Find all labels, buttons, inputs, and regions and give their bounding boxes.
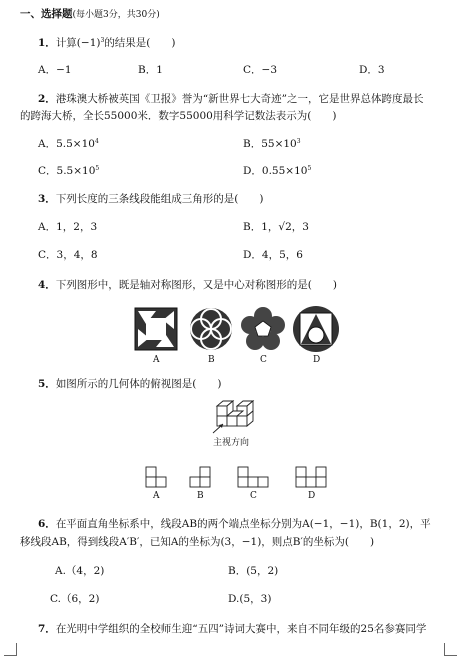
- question-number: 1．: [38, 37, 56, 49]
- question-text: 在光明中学组织的全校师生迎“五四”诗词大赛中，来自不同年级的25名参赛同学: [55, 623, 427, 635]
- question-text: 如图所示的几何体的俯视图是( ): [55, 378, 222, 390]
- question-number: 3．: [38, 193, 56, 205]
- question-2-line2: 的跨海大桥，全长55000米．数字55000用科学记数法表示为( ): [20, 110, 337, 122]
- option-a: A．−1: [38, 64, 72, 76]
- figure-label-d: D: [313, 355, 321, 365]
- option-d-shape: [296, 467, 326, 487]
- option-b: B．1: [138, 64, 163, 76]
- exponent: 3: [100, 37, 105, 44]
- corner-mark: [4, 643, 17, 656]
- question-2-line1: [38, 92, 424, 106]
- question-number: 5．: [38, 378, 56, 390]
- figure-label-b: B: [197, 491, 204, 501]
- option-c: [38, 164, 99, 178]
- exponent: 5: [307, 165, 312, 172]
- corner-mark: [444, 643, 457, 656]
- figure-a-pinwheel-square: [135, 308, 177, 350]
- option-d: D．4，5，6: [243, 249, 303, 261]
- question-number: 2．: [38, 93, 56, 105]
- question-text: 在平面直角坐标系中，线段AB的两个端点坐标分别为A(−1，−1)，B(1，2)，平: [55, 518, 431, 530]
- option-d: D.(5，3): [228, 593, 272, 605]
- question-text: 下列图形中，既是轴对称图形，又是中心对称图形的是( ): [55, 279, 338, 291]
- figure-d-nested-shapes: [293, 306, 339, 352]
- q5-option-figures: [0, 460, 462, 500]
- question-6-line1: [38, 517, 431, 531]
- option-text: D．0.55×10: [243, 165, 308, 177]
- option-c-shape: [238, 467, 268, 487]
- option-text: B．55×10: [243, 138, 297, 150]
- figure-label-a: A: [153, 491, 160, 501]
- option-c: C．3，4，8: [38, 249, 98, 261]
- question-number: 7．: [38, 623, 56, 635]
- question-text: 下列长度的三条线段能组成三角形的是( ): [55, 193, 264, 205]
- figure-b-petal-circle: [190, 308, 232, 350]
- option-b-shape: [190, 467, 210, 487]
- question-3-stem: [38, 192, 264, 206]
- section-title: 一、选择题: [20, 8, 73, 20]
- option-d: [243, 164, 311, 178]
- option-c: C.（6，2): [50, 593, 100, 605]
- option-text: A．5.5×10: [38, 138, 95, 150]
- option-a-shape: [146, 467, 166, 487]
- question-6-line2: 移线段AB，得到线段A′B′，已知A的坐标为(3，−1)，则点B′的坐标为( ): [20, 536, 375, 548]
- option-c: C．−3: [243, 64, 278, 76]
- section-heading: [20, 7, 160, 22]
- q4-figures: [0, 300, 462, 380]
- option-a: [38, 137, 99, 151]
- exponent: 4: [94, 138, 99, 145]
- section-note: (每小题3分，共30分): [72, 10, 160, 20]
- question-number: 6．: [38, 518, 56, 530]
- question-text: 港珠澳大桥被英国《卫报》誉为“新世界七大奇迹”之一，它是世界总体跨度最长: [55, 93, 424, 105]
- option-d: D．3: [359, 64, 385, 76]
- figure-label-d: D: [308, 491, 316, 501]
- option-b: [243, 137, 301, 151]
- question-number: 4．: [38, 279, 56, 291]
- option-a: A．1，2，3: [38, 221, 98, 233]
- figure-label-a: A: [153, 355, 160, 365]
- view-direction-caption: 主视方向: [213, 438, 250, 448]
- option-a: A.（4，2): [55, 565, 105, 577]
- question-1-stem: [38, 36, 176, 50]
- figure-label-c: C: [250, 491, 257, 501]
- exponent: 5: [95, 165, 100, 172]
- question-7-line1: [38, 622, 426, 636]
- question-text: 计算(−1): [55, 37, 101, 49]
- figure-label-b: B: [208, 355, 215, 365]
- question-4-stem: [38, 278, 337, 292]
- question-5-stem: [38, 377, 222, 391]
- option-b: B．(5，2): [228, 565, 279, 577]
- option-text: C．5.5×10: [38, 165, 96, 177]
- figure-label-c: C: [260, 355, 267, 365]
- figure-c-pentagon-flower: [241, 307, 285, 350]
- exponent: 3: [296, 138, 301, 145]
- question-text: 的结果是( ): [104, 37, 176, 49]
- option-b: B．1，√2，3: [243, 221, 309, 233]
